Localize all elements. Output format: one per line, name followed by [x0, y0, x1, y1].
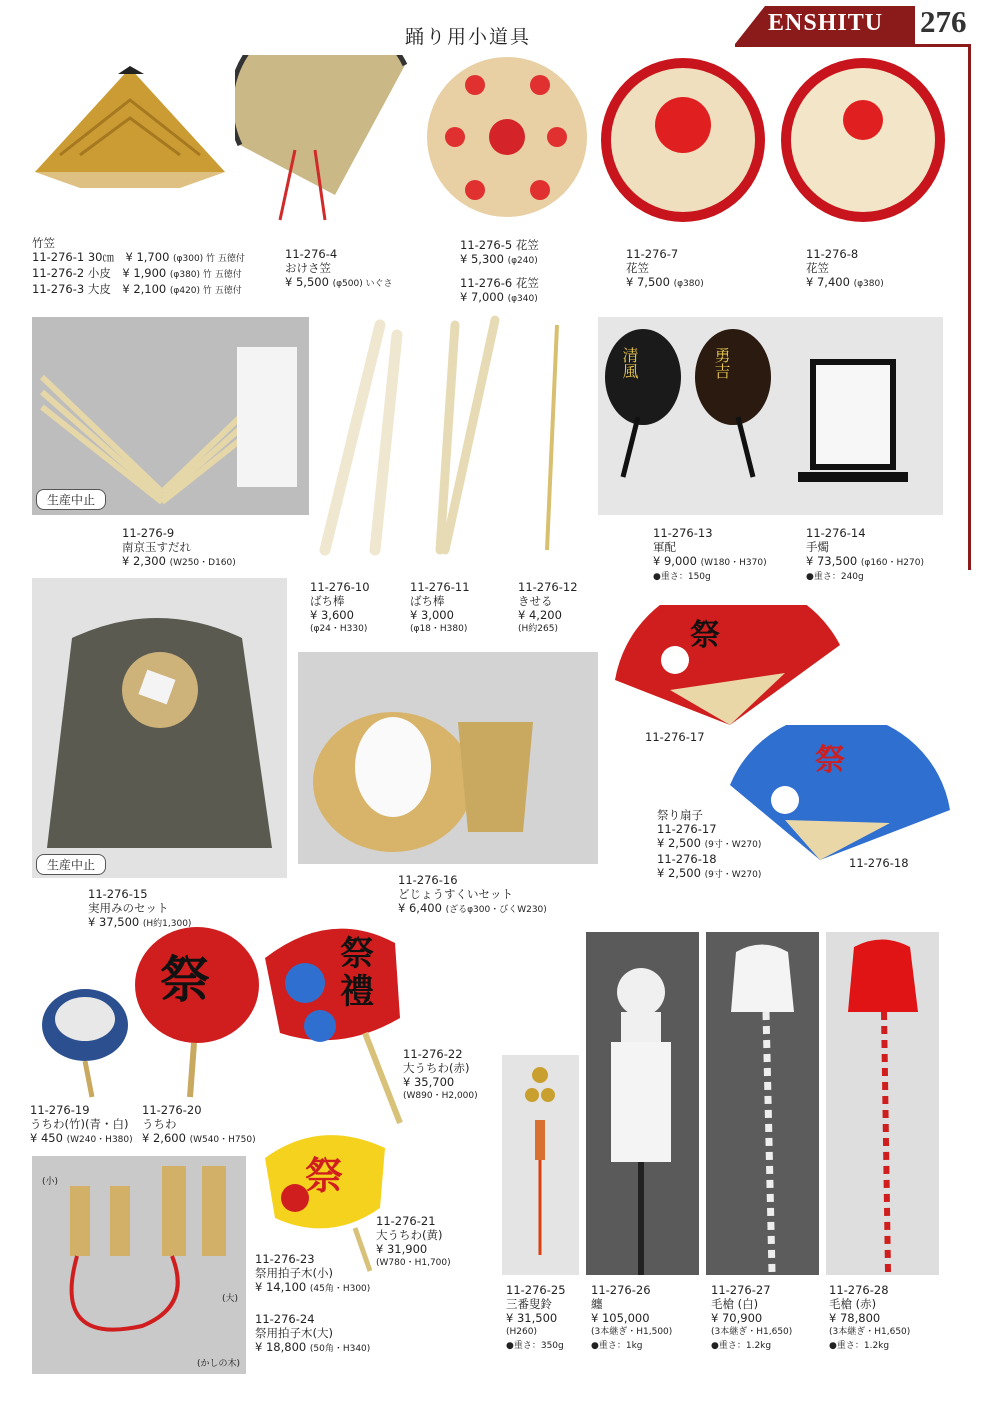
war-fan-candle-photo	[598, 317, 943, 515]
matoi-photo	[586, 932, 699, 1275]
festival-fan-red-text: 祭	[690, 618, 720, 653]
flower-hat-large-image	[598, 55, 768, 225]
clapper-large-label: (大)	[222, 1294, 239, 1304]
flower-hat-small-image	[425, 55, 590, 220]
item-war-fan-caption: 11-276-13 軍配 ¥ 9,000 (W180・H370) ●重さ：150g	[653, 526, 767, 582]
item-flower-hat-7-caption: 11-276-7 花笠 ¥ 7,500 (φ380)	[626, 247, 704, 289]
item-candlestick-caption: 11-276-14 手燭 ¥ 73,500 (φ160・H270) ●重さ：240g	[806, 526, 924, 582]
festival-fan-18-label: 11-276-18	[849, 856, 909, 870]
white-spear-photo	[706, 932, 819, 1275]
item-drumstick-11-caption: 11-276-11 ばち棒 ¥ 3,000 (φ18・H380)	[410, 580, 470, 634]
item-red-uchiwa-caption: 11-276-20 うちわ ¥ 2,600 (W540・H750)	[142, 1103, 256, 1145]
red-spear-photo	[826, 932, 939, 1275]
okesa-hat-image	[235, 55, 415, 245]
item-red-spear-caption: 11-276-28 毛槍 (赤) ¥ 78,800 (3本継ぎ・H1,650) ●重さ：1.2kg	[829, 1283, 911, 1351]
festival-fan-blue-text: 祭	[815, 743, 845, 778]
item-raincoat-caption: 11-276-15 実用みのセット ¥ 37,500 (H約1,300)	[88, 887, 192, 929]
item-okesa-hat-caption: 11-276-4 おけさ笠 ¥ 5,500 (φ500) いぐさ	[285, 247, 393, 289]
item-flower-hat-5-caption: 11-276-5 花笠 ¥ 5,300 (φ240)	[460, 238, 539, 266]
item-clapper-small-caption: 11-276-23 祭用拍子木(小) ¥ 14,100 (45角・H300)	[255, 1252, 371, 1294]
page-number: 276	[920, 4, 967, 39]
item-bamboo-screen-caption: 11-276-9 南京玉すだれ ¥ 2,300 (W250・D160)	[122, 526, 236, 568]
item-small-uchiwa-caption: 11-276-19 うちわ(竹)(青・白) ¥ 450 (W240・H380)	[30, 1103, 133, 1145]
item-flower-hat-6-caption: 11-276-6 花笠 ¥ 7,000 (φ340)	[460, 276, 539, 304]
large-red-uchiwa-image	[260, 918, 405, 1128]
item-pipe-caption: 11-276-12 きせる ¥ 4,200 (H約265)	[518, 580, 578, 634]
discontinued-badge: 生産中止	[36, 489, 106, 510]
item-drumstick-10-caption: 11-276-10 ばち棒 ¥ 3,600 (φ24・H330)	[310, 580, 370, 634]
item-loach-set-caption: 11-276-16 どじょうすくいセット ¥ 6,400 (ざるφ300・びくW230)	[398, 873, 547, 915]
item-white-spear-caption: 11-276-27 毛槍 (白) ¥ 70,900 (3本継ぎ・H1,650) ●重さ：1.2kg	[711, 1283, 793, 1351]
item-flower-hat-8-caption: 11-276-8 花笠 ¥ 7,400 (φ380)	[806, 247, 884, 289]
festival-fan-17-label: 11-276-17	[645, 730, 705, 744]
item-large-red-uchiwa-caption: 11-276-22 大うちわ(赤) ¥ 35,700 (W890・H2,000)	[403, 1047, 478, 1101]
header-rule	[735, 44, 971, 47]
bamboo-screen-photo	[32, 317, 309, 515]
page-title: 踊り用小道具	[405, 26, 532, 48]
festival-fan-red-image	[610, 605, 850, 735]
flower-hat-single-image	[778, 55, 948, 225]
brand-name: ENSHITU	[768, 10, 884, 36]
item-large-yellow-uchiwa-caption: 11-276-21 大うちわ(黄) ¥ 31,900 (W780・H1,700)	[376, 1214, 451, 1268]
straw-raincoat-photo	[32, 578, 287, 878]
clapper-small-label: (小)	[42, 1177, 59, 1187]
item-clapper-large-caption: 11-276-24 祭用拍子木(大) ¥ 18,800 (50角・H340)	[255, 1312, 371, 1354]
discontinued-badge: 生産中止	[36, 854, 106, 875]
item-matoi-caption: 11-276-26 纏 ¥ 105,000 (3本継ぎ・H1,500) ●重さ：1kg	[591, 1283, 673, 1351]
war-fan-text-2: 勇吉	[712, 347, 731, 379]
bamboo-hat-image	[30, 60, 230, 200]
item-festival-fans-caption: 祭り扇子 11-276-17 ¥ 2,500 (9寸・W270) 11-276-18 ¥ 2,500 (9寸・W270)	[657, 808, 762, 880]
sanbaso-bell-photo	[502, 1055, 579, 1275]
red-uchiwa-text: 祭	[160, 951, 210, 1009]
item-bamboo-hat-caption: 竹笠 11-276-1 30㎝ ¥ 1,700 (φ300) 竹 五徳付 11-276-2 小皮 ¥ 1,900 (φ380) 竹 五徳付 11-276-3 大皮 ¥ 2,100 (φ420) 竹 五徳付	[32, 236, 245, 296]
small-uchiwa-image	[40, 985, 130, 1100]
clappers-photo	[32, 1156, 246, 1374]
war-fan-text-1: 清風	[620, 347, 639, 379]
large-yellow-uchiwa-text: 祭	[305, 1154, 344, 1198]
loach-scoop-photo	[298, 652, 598, 864]
side-rule	[968, 45, 971, 570]
item-sanbaso-bell-caption: 11-276-25 三番叟鈴 ¥ 31,500 (H260) ●重さ：350g	[506, 1283, 566, 1351]
large-red-uchiwa-text: 祭 禮	[340, 934, 374, 1012]
drumsticks-pipe-image	[315, 315, 585, 575]
clapper-wood-label: (かしの木)	[197, 1359, 241, 1369]
